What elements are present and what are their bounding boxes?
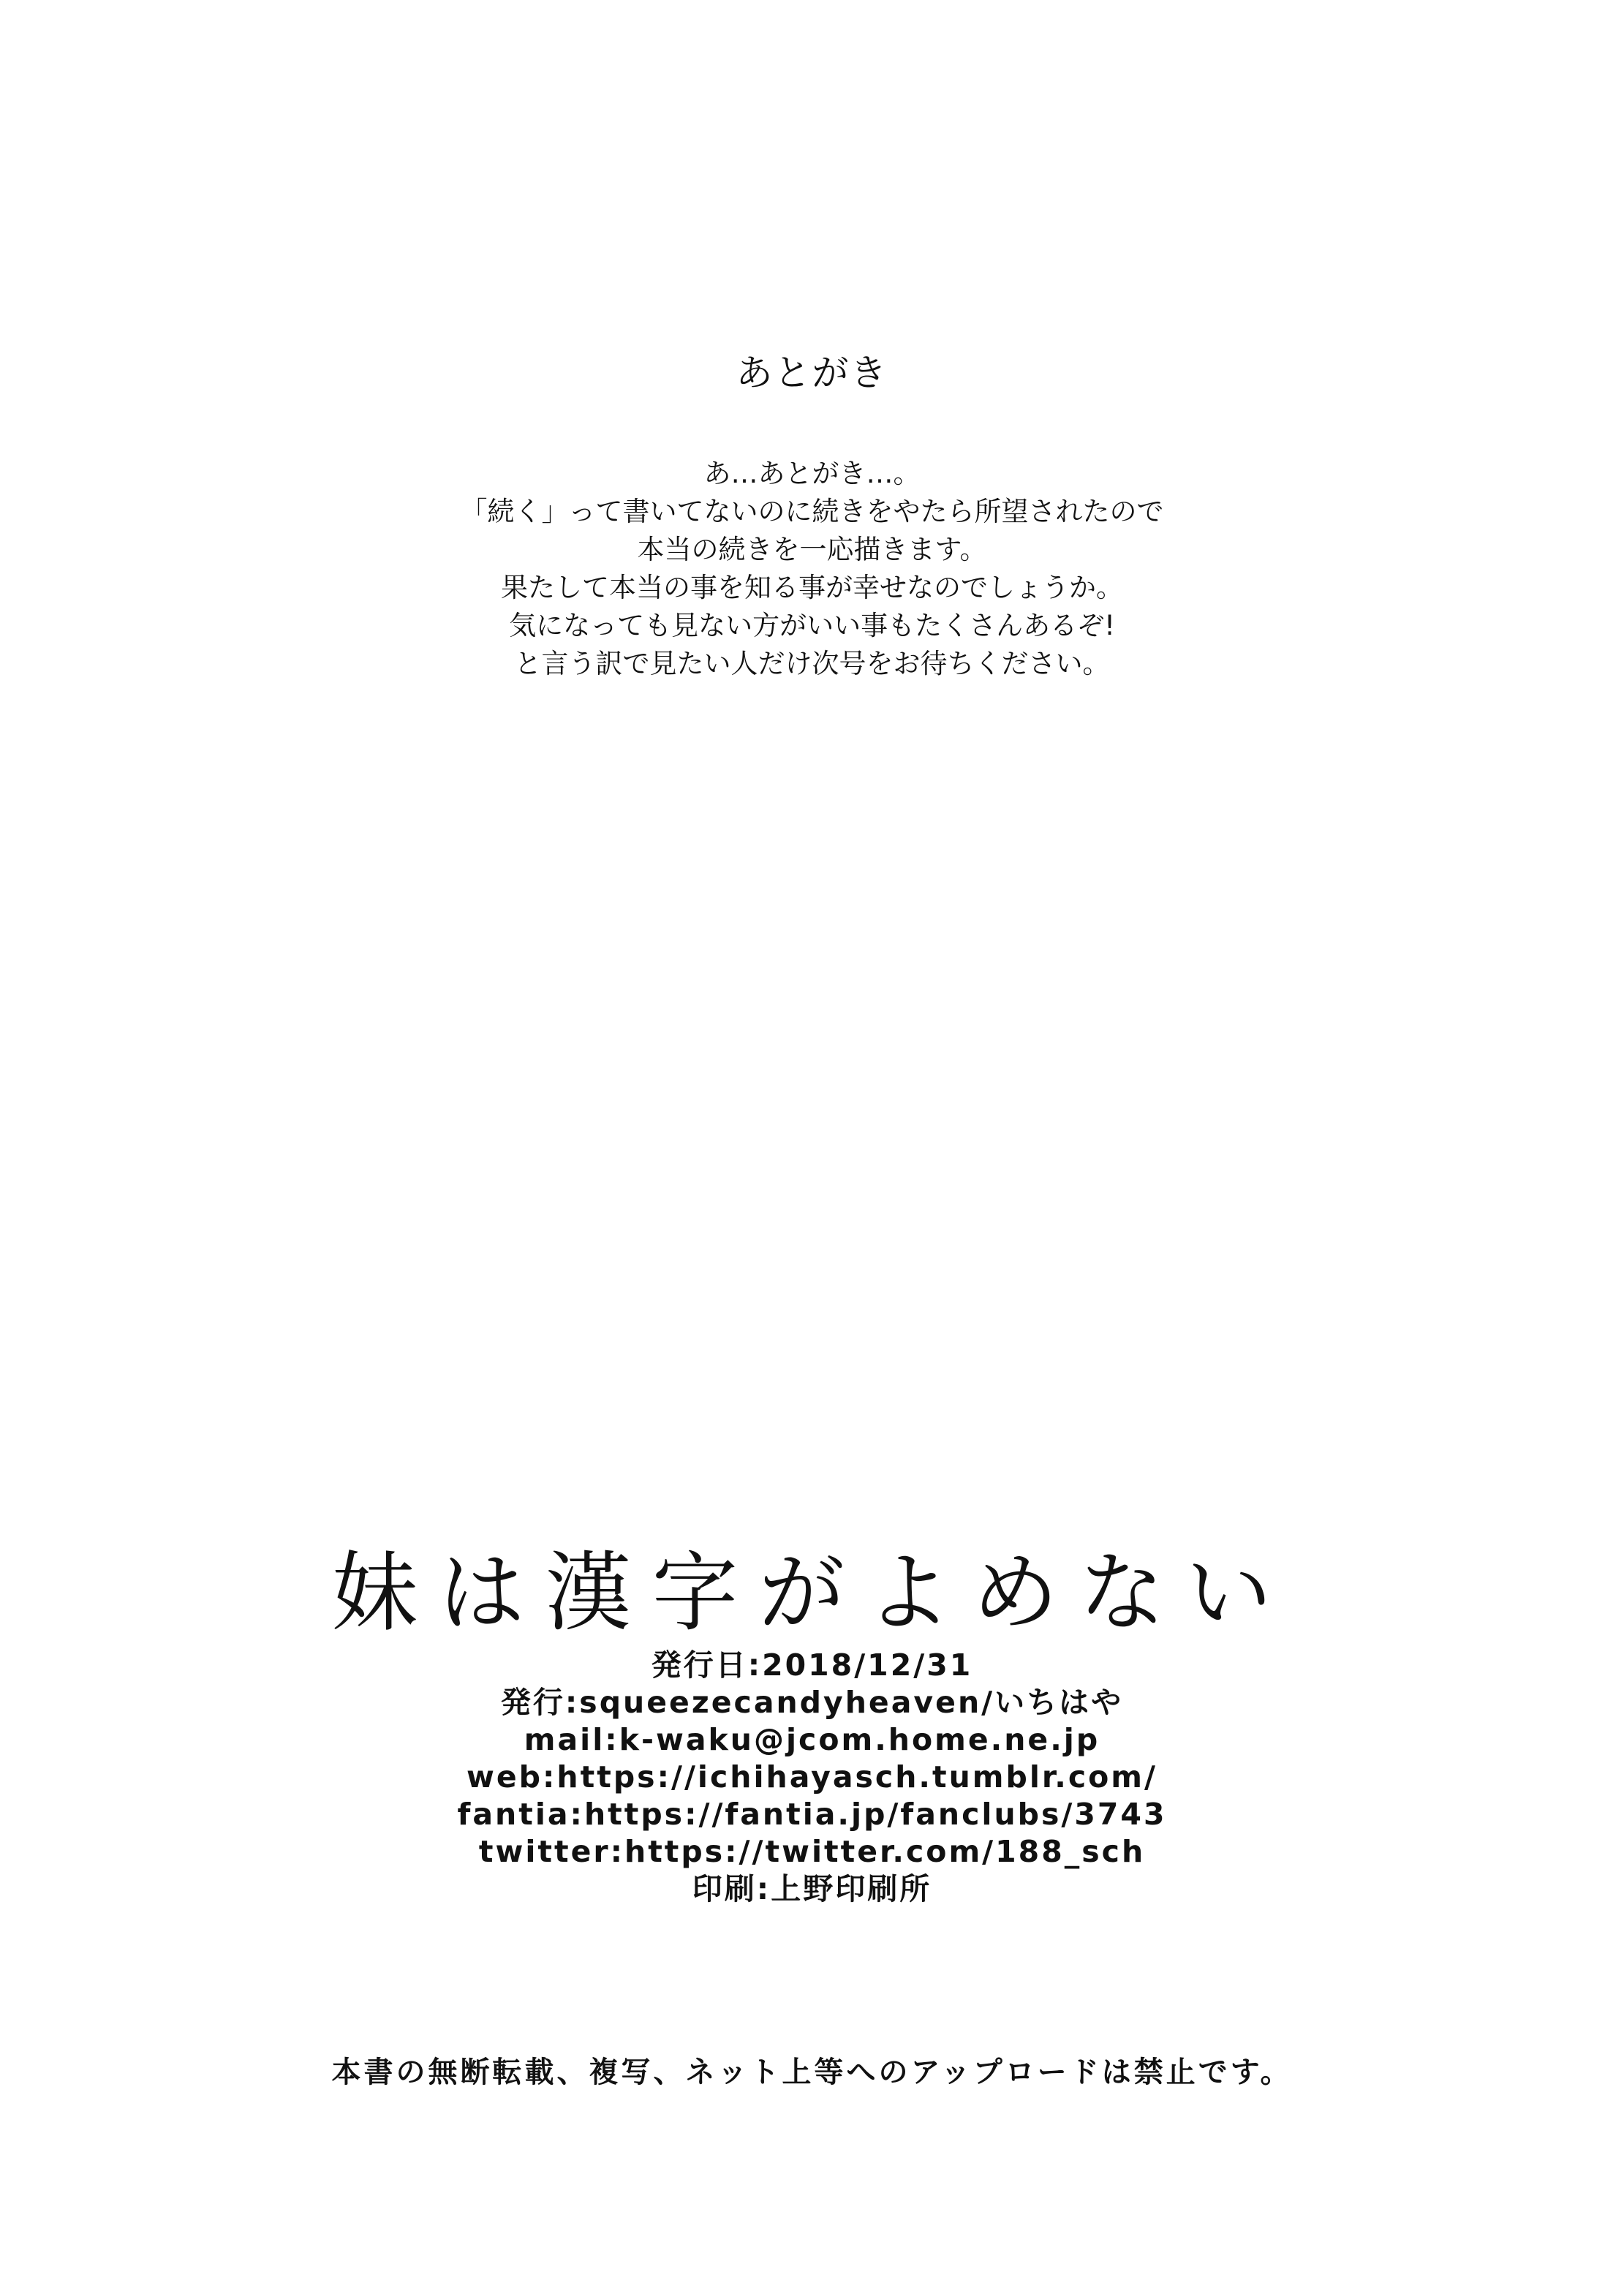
- colophon-info: [0, 1647, 1624, 1908]
- contact-mail: mail:k-waku@jcom.home.ne.jp: [524, 1722, 1100, 1757]
- afterword-line: 「続く」って書いてないのに続きをやたら所望されたので: [460, 496, 1164, 527]
- afterword-line: 果たして本当の事を知る事が幸せなのでしょうか。: [501, 572, 1123, 603]
- afterword-body: [0, 455, 1624, 683]
- book-title: 妹は漢字がよめない: [331, 1542, 1293, 1643]
- website-link: web:https://ichihayasch.tumblr.com/: [467, 1759, 1157, 1794]
- printer: 印刷:上野印刷所: [692, 1871, 932, 1906]
- publisher: 発行:squeezecandyheaven/いちはや: [500, 1685, 1124, 1720]
- afterword-line: 気になっても見ない方がいい事もたくさんあるぞ!: [509, 610, 1115, 641]
- afterword-line: 本当の続きを一応描きます。: [637, 534, 987, 565]
- fantia-link: fantia:https://fantia.jp/fanclubs/3743: [457, 1797, 1167, 1832]
- afterword-heading: あとがき: [736, 352, 888, 394]
- publication-date: 発行日:2018/12/31: [651, 1648, 973, 1683]
- afterword-line: あ…あとがき…。: [703, 458, 921, 489]
- afterword-line: と言う訳で見たい人だけ次号をお待ちください。: [514, 648, 1110, 679]
- copyright-notice: 本書の無断転載、複写、ネット上等へのアップロードは禁止です。: [331, 2056, 1293, 2089]
- twitter-link: twitter:https://twitter.com/188_sch: [478, 1834, 1146, 1869]
